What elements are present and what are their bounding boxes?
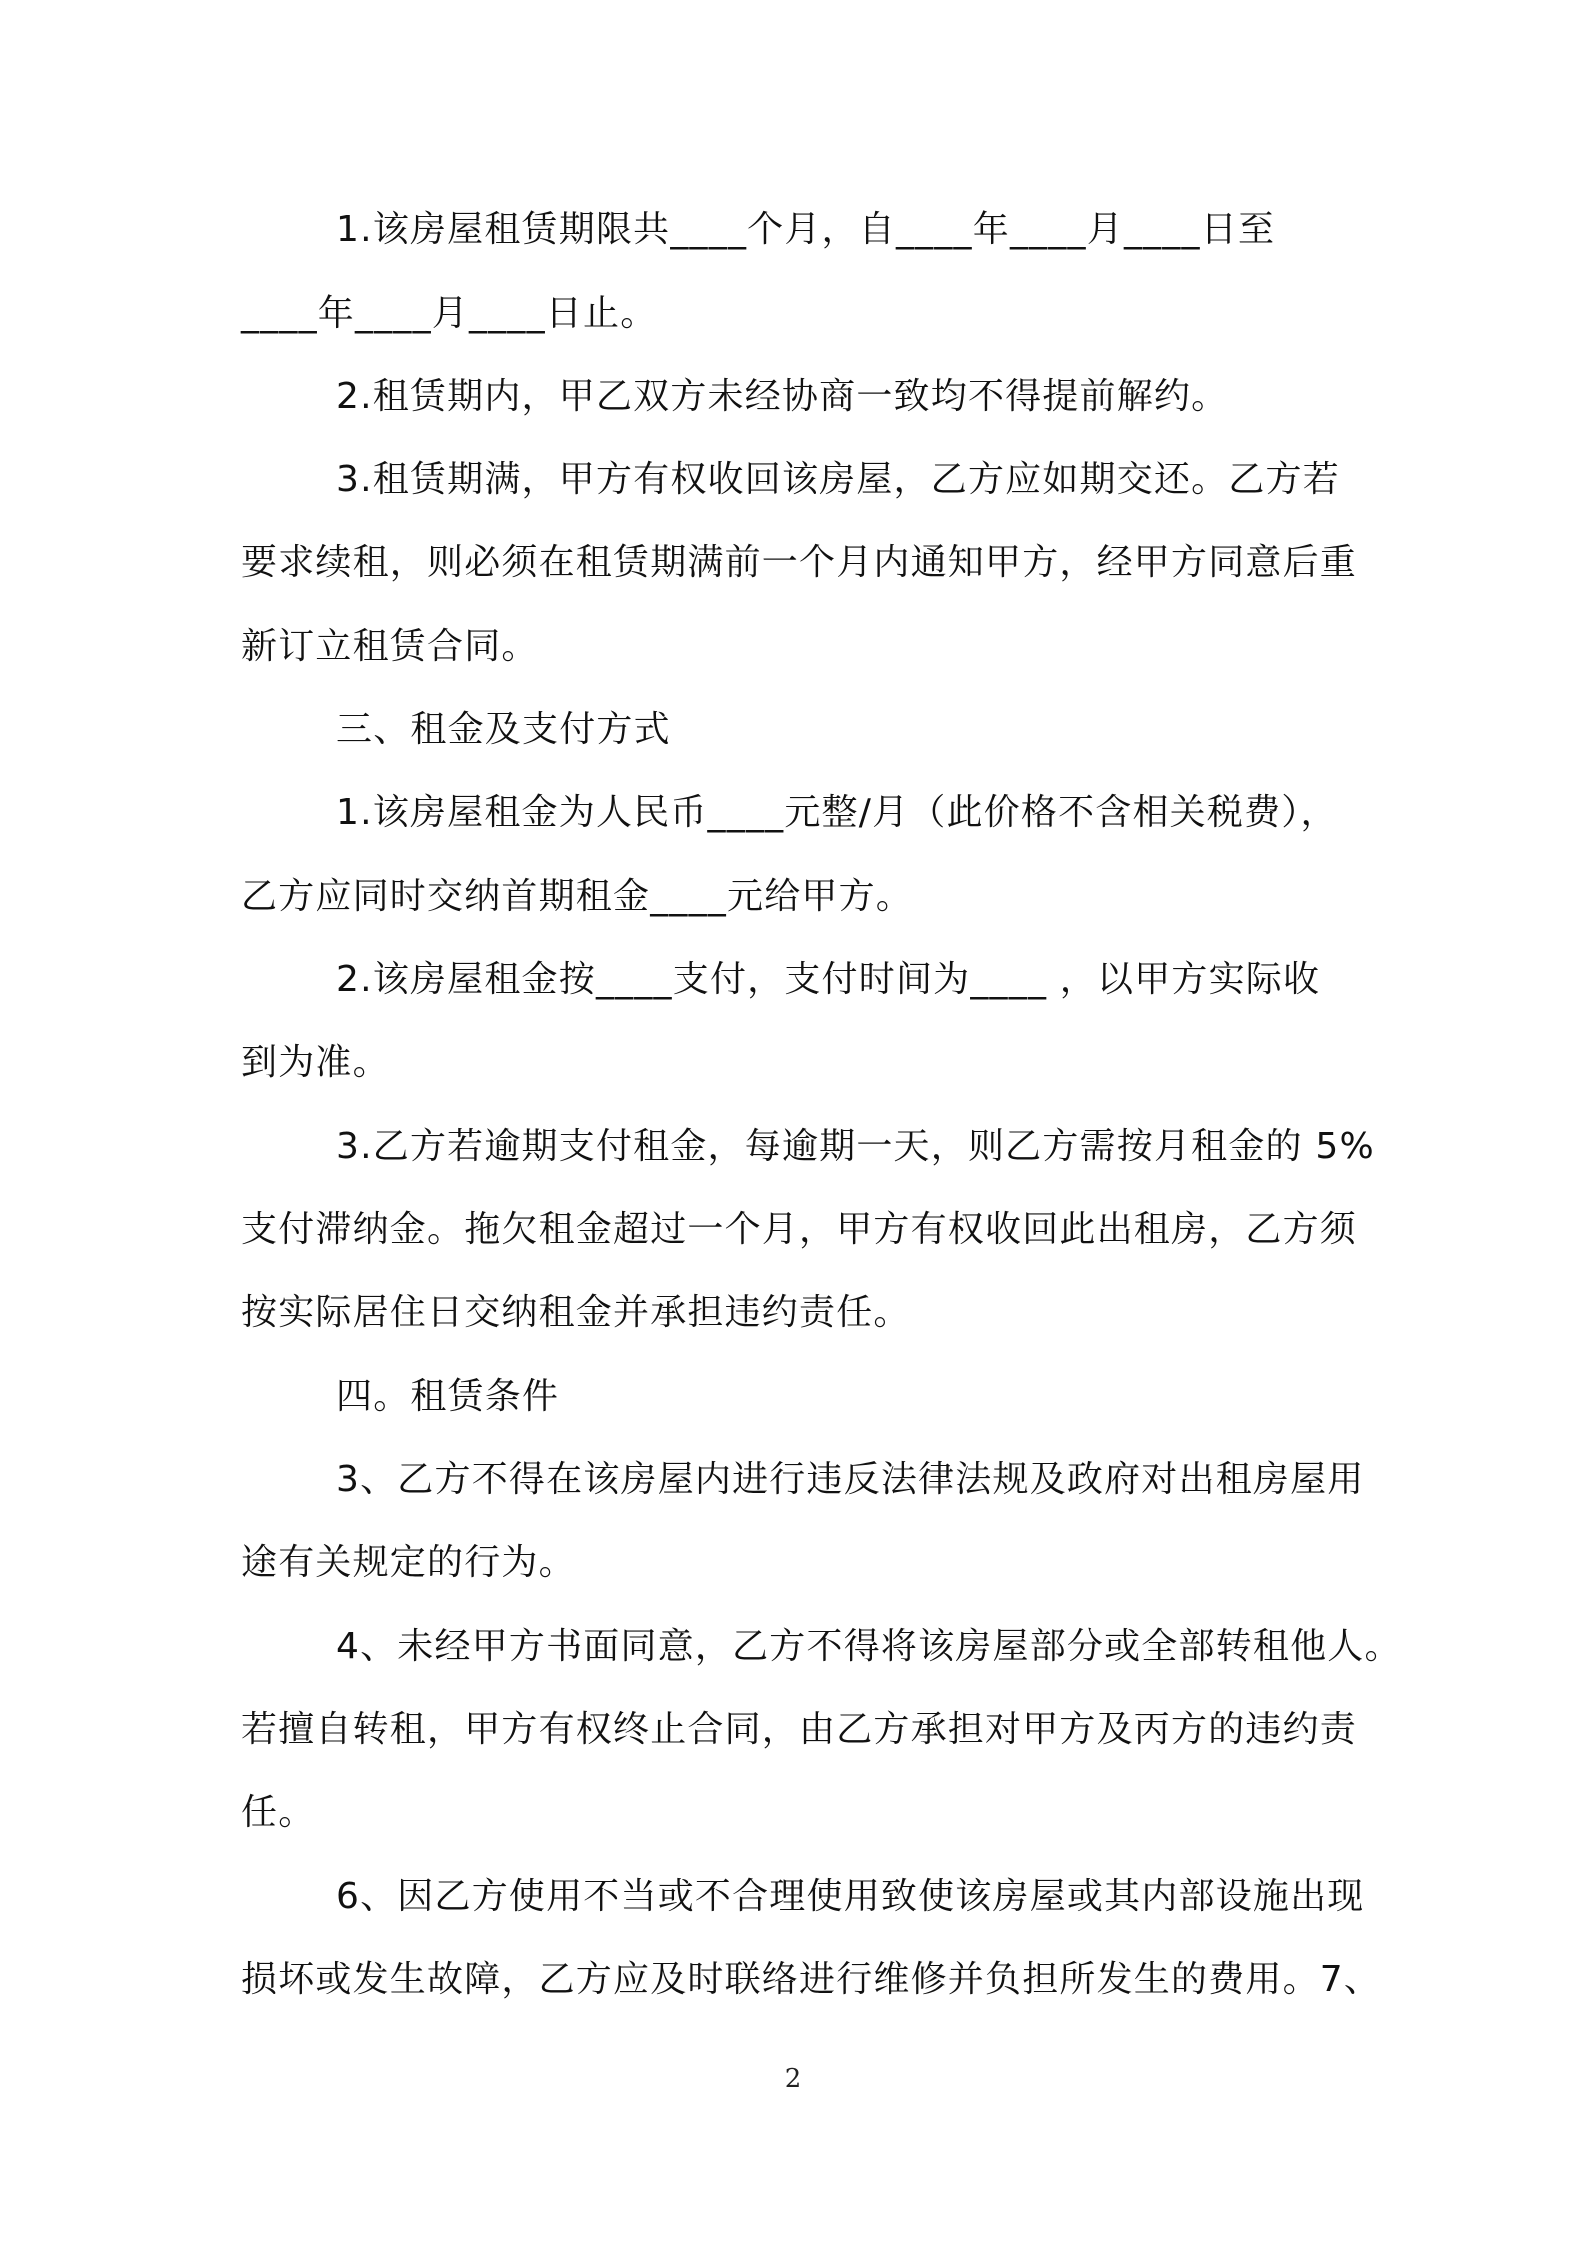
text-line: 按实际居住日交纳租金并承担违约责任。 [241,1292,911,1333]
section-heading: 三、租金及支付方式 [336,709,671,750]
text-line: 要求续租，则必须在租赁期满前一个月内通知甲方，经甲方同意后重 [241,542,1358,583]
text-line: 4、未经甲方书面同意，乙方不得将该房屋部分或全部转租他人。 [336,1626,1402,1667]
text-line: 支付滞纳金。拖欠租金超过一个月，甲方有权收回此出租房，乙方须 [241,1209,1358,1250]
text-line: 任。 [241,1792,316,1833]
text-line: 1.该房屋租金为人民币____元整/月（此价格不含相关税费）， [336,792,1338,833]
text-line: 1.该房屋租赁期限共____个月，自____年____月____日至 [336,209,1276,250]
text-line: 若擅自转租，甲方有权终止合同，由乙方承担对甲方及丙方的违约责 [241,1709,1358,1750]
page-number: 2 [784,2064,802,2094]
text-line: 2.租赁期内，甲乙双方未经协商一致均不得提前解约。 [336,376,1229,417]
text-line: 3、乙方不得在该房屋内进行违反法律法规及政府对出租房屋用 [336,1459,1365,1500]
text-line: 损坏或发生故障，乙方应及时联络进行维修并负担所发生的费用。7、 [241,1959,1382,2000]
text-line: 途有关规定的行为。 [241,1542,576,1583]
text-line: 3.乙方若逾期支付租金，每逾期一天，则乙方需按月租金的 5% [336,1126,1375,1167]
text-line: 2.该房屋租金按____支付，支付时间为____ ，以甲方实际收 [336,959,1321,1000]
text-line: 3.租赁期满，甲方有权收回该房屋，乙方应如期交还。乙方若 [336,459,1340,500]
text-line: 6、因乙方使用不当或不合理使用致使该房屋或其内部设施出现 [336,1876,1365,1917]
text-line: 新订立租赁合同。 [241,626,539,667]
section-heading: 四。租赁条件 [336,1376,560,1417]
text-line: 乙方应同时交纳首期租金____元给甲方。 [241,876,914,917]
text-line: 到为准。 [241,1042,390,1083]
text-line: ____年____月____日止。 [241,293,658,334]
